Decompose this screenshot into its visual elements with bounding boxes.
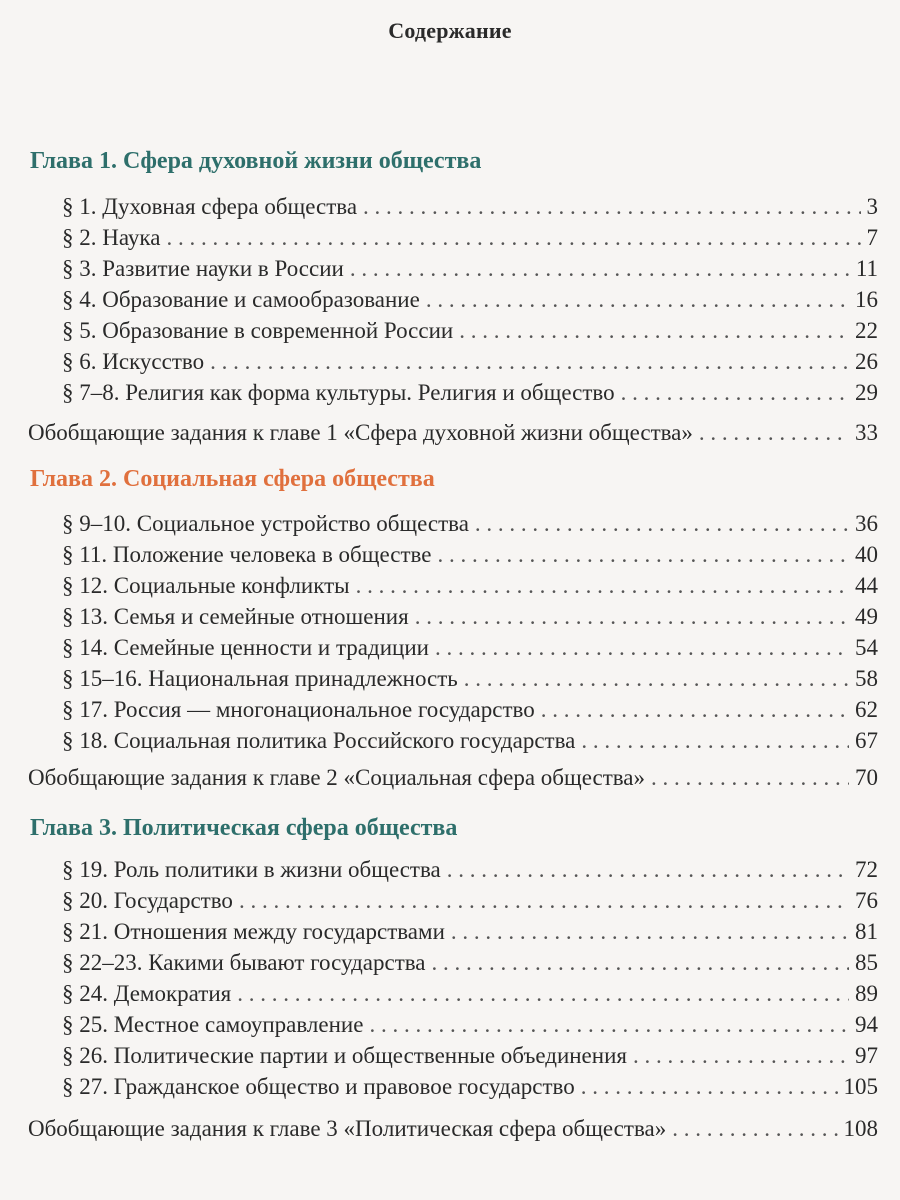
entry-page: 58 (855, 666, 878, 691)
entry-title: § 18. Социальная политика Российского государства (62, 728, 576, 753)
entry-page: 105 (843, 1074, 878, 1099)
dot-leader (459, 318, 849, 344)
chapter-summary-entry[interactable] (28, 420, 878, 446)
dot-leader (356, 573, 849, 599)
dot-leader (633, 1043, 849, 1069)
entry-page: 67 (855, 728, 878, 753)
dot-leader (239, 888, 849, 914)
toc-entry[interactable] (62, 287, 878, 313)
entry-page: 94 (855, 1012, 878, 1037)
entry-title: § 20. Государство (62, 888, 233, 913)
dot-leader (369, 1012, 849, 1038)
chapter-3-heading: Глава 3. Политическая сфера общества (30, 815, 458, 841)
entry-page: 40 (855, 542, 878, 567)
toc-entry[interactable] (62, 635, 878, 661)
toc-entry[interactable] (62, 981, 878, 1007)
dot-leader (437, 542, 849, 568)
entry-title: § 25. Местное самоуправление (62, 1012, 364, 1037)
toc-entry[interactable] (62, 1074, 878, 1100)
entry-title: § 9–10. Социальное устройство общества (62, 511, 469, 536)
entry-title: § 6. Искусство (62, 349, 205, 374)
entry-title: § 12. Социальные конфликты (62, 573, 350, 598)
entry-title: § 24. Демократия (62, 981, 232, 1006)
toc-entry[interactable] (62, 511, 878, 537)
toc-entry[interactable] (62, 380, 878, 406)
toc-entry[interactable] (62, 950, 878, 976)
dot-leader (426, 287, 849, 313)
entry-page: 89 (855, 981, 878, 1006)
entry-page: 22 (855, 318, 878, 343)
entry-page: 70 (855, 765, 878, 790)
toc-entry[interactable] (62, 573, 878, 599)
entry-title: § 27. Гражданское общество и правовое государство (62, 1074, 575, 1099)
toc-entry[interactable] (62, 666, 878, 692)
entry-page: 33 (855, 420, 878, 445)
entry-page: 16 (855, 287, 878, 312)
entry-page: 54 (855, 635, 878, 660)
toc-entry[interactable] (62, 318, 878, 344)
entry-page: 3 (866, 194, 878, 219)
entry-page: 29 (855, 380, 878, 405)
entry-page: 108 (843, 1116, 878, 1141)
entry-title: § 2. Наука (62, 225, 161, 250)
entry-page: 97 (855, 1043, 878, 1068)
entry-title: § 19. Роль политики в жизни общества (62, 857, 441, 882)
toc-entry[interactable] (62, 1043, 878, 1069)
toc-entry[interactable] (62, 919, 878, 945)
dot-leader (451, 919, 849, 945)
entry-title: Обобщающие задания к главе 1 «Сфера духовной жизни общества» (28, 420, 693, 445)
entry-title: § 17. Россия — многонациональное государство (62, 697, 535, 722)
entry-title: § 4. Образование и самообразование (62, 287, 420, 312)
dot-leader (475, 511, 849, 537)
dot-leader (464, 666, 849, 692)
entry-title: Обобщающие задания к главе 2 «Социальная сфера общества» (28, 765, 646, 790)
dot-leader (363, 194, 860, 220)
toc-entry[interactable] (62, 857, 878, 883)
entry-page: 11 (855, 256, 878, 281)
entry-page: 81 (855, 919, 878, 944)
toc-entry[interactable] (62, 604, 878, 630)
dot-leader (415, 604, 849, 630)
toc-entry[interactable] (62, 697, 878, 723)
chapter-2-heading: Глава 2. Социальная сфера общества (30, 466, 435, 492)
entry-page: 49 (855, 604, 878, 629)
dot-leader (210, 349, 849, 375)
dot-leader (432, 950, 849, 976)
dot-leader (166, 225, 860, 251)
toc-entry[interactable] (62, 728, 878, 754)
toc-entry[interactable] (62, 1012, 878, 1038)
dot-leader (435, 635, 849, 661)
entry-title: § 22–23. Какими бывают государства (62, 950, 426, 975)
dot-leader (541, 697, 849, 723)
entry-page: 62 (855, 697, 878, 722)
dot-leader (447, 857, 849, 883)
toc-entry[interactable] (62, 225, 878, 251)
entry-title: § 14. Семейные ценности и традиции (62, 635, 429, 660)
dot-leader (651, 765, 849, 791)
dot-leader (350, 256, 850, 282)
entry-title: § 3. Развитие науки в России (62, 256, 344, 281)
dot-leader (581, 728, 849, 754)
entry-title: § 1. Духовная сфера общества (62, 194, 358, 219)
entry-page: 26 (855, 349, 878, 374)
toc-entry[interactable] (62, 194, 878, 220)
entry-page: 7 (866, 225, 878, 250)
toc-entry[interactable] (62, 542, 878, 568)
entry-page: 85 (855, 950, 878, 975)
dot-leader (699, 420, 849, 446)
chapter-summary-entry[interactable] (28, 765, 878, 791)
entry-title: § 26. Политические партии и общественные объединения (62, 1043, 627, 1068)
entry-title: § 7–8. Религия как форма культуры. Религия и общество (62, 380, 615, 405)
entry-title: § 21. Отношения между государствами (62, 919, 445, 944)
chapter-1-heading: Глава 1. Сфера духовной жизни общества (30, 148, 482, 174)
entry-title: § 13. Семья и семейные отношения (62, 604, 409, 629)
dot-leader (621, 380, 849, 406)
dot-leader (672, 1116, 837, 1142)
entry-title: § 15–16. Национальная принадлежность (62, 666, 458, 691)
entry-page: 72 (855, 857, 878, 882)
chapter-summary-entry[interactable] (28, 1116, 878, 1142)
page-title: Содержание (388, 18, 512, 43)
toc-entry[interactable] (62, 256, 878, 282)
toc-entry[interactable] (62, 349, 878, 375)
entry-title: § 5. Образование в современной России (62, 318, 454, 343)
toc-entry[interactable] (62, 888, 878, 914)
entry-page: 76 (855, 888, 878, 913)
entry-title: Обобщающие задания к главе 3 «Политическая сфера общества» (28, 1116, 667, 1141)
dot-leader (581, 1074, 838, 1100)
entry-page: 36 (855, 511, 878, 536)
entry-page: 44 (855, 573, 878, 598)
entry-title: § 11. Положение человека в обществе (62, 542, 432, 567)
dot-leader (237, 981, 849, 1007)
